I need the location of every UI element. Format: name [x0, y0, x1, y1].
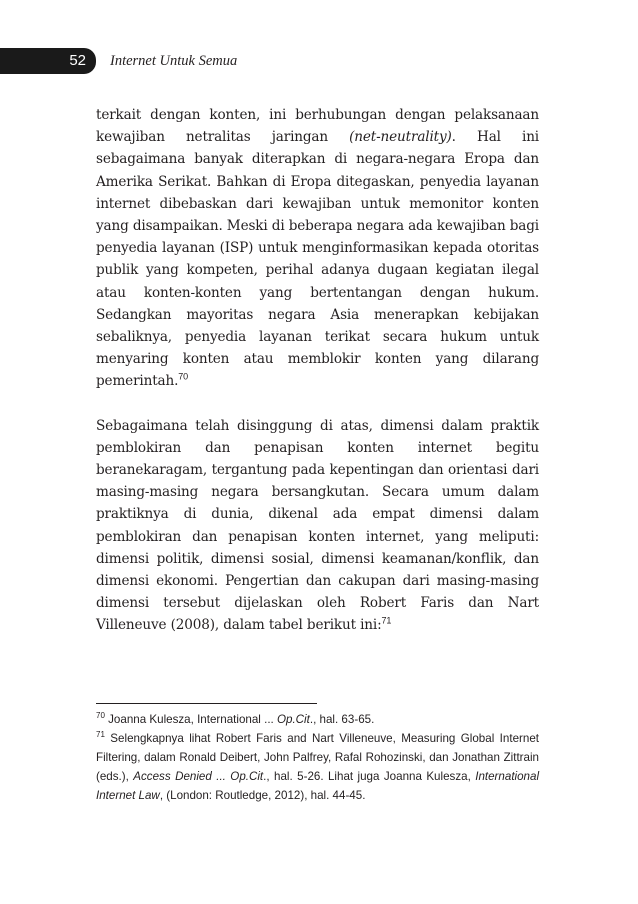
footnote-text: Joanna Kulesza, International ... — [104, 713, 277, 726]
footnote-italic: Op.Cit — [277, 713, 310, 726]
paragraph-1-italic: (net-neutrality) — [349, 129, 452, 146]
footnote-text: , (London: Routledge, 2012), hal. 44-45. — [159, 789, 366, 802]
paragraph-1-text-a: terkait dengan konten, ini berhubungan dengan pelaksanaan kewajiban netralitas jaringan — [96, 107, 539, 146]
footnote-italic: Access Denied ... Op.Cit — [133, 770, 264, 783]
footnote-italic: International Internet Law — [96, 770, 540, 802]
running-title: Internet Untuk Semua — [110, 53, 238, 69]
footnote-ref-70[interactable]: 70 — [178, 371, 188, 382]
paragraph-2-text: Sebagaimana telah disinggung di atas, dimensi dalam praktik pemblokiran dan penapisan konten internet begitu beranekaragam, tergantung pada kepentingan dan orientasi dari masing-masing negara bersangkutan. Secara umum dalam praktiknya di dunia, dikenal ada empat dimensi dalam pemblokiran dan penapisan konten internet, yang meliputi: dimensi politik, dimensi sosial, dimensi keamanan/konflik, dan dimensi ekonomi. Pengertian dan cakupan dari masing-masing dimensi tersebut dijelaskan oleh Robert Faris dan Nart Villeneuve (2008), dalam tabel berikut ini: — [96, 417, 539, 634]
footnote-divider — [96, 703, 317, 704]
page-number: 52 — [69, 52, 86, 69]
footnote-text: ., hal. 63-65. — [309, 713, 375, 726]
footnote-text: ., hal. 5-26. Lihat juga Joanna Kulesza, — [263, 770, 476, 783]
footnote-number: 70 — [96, 711, 105, 721]
body-text — [96, 104, 539, 637]
footnote-70 — [96, 710, 539, 729]
footnote-ref-71[interactable]: 71 — [381, 615, 392, 626]
paragraph-1 — [96, 104, 539, 393]
paragraph-1-text-b: . Hal ini sebagaimana banyak diterapkan di negara-negara Eropa dan Amerika Serikat. Bahkan di Eropa ditegaskan, penyedia layanan internet dibebaskan dari kewajiban untuk memonitor konten yang disampaikan. Meski di beberapa negara ada kewajiban bagi penyedia layanan (ISP) untuk menginformasikan kepada otoritas publik yang kompeten, perihal adanya dugaan kegiatan ilegal atau konten-konten yang bertentangan dengan hukum. Sedangkan mayoritas negara Asia menerapkan kebijakan sebaliknya, penyedia layanan terikat secara hukum untuk menyaring konten atau memblokir konten yang dilarang pemerintah. — [96, 129, 539, 390]
footnote-number: 71 — [96, 730, 105, 740]
footnotes — [96, 710, 539, 805]
paragraph-2 — [96, 415, 539, 637]
page-number-tab — [0, 48, 96, 74]
footnote-text: Selengkapnya lihat Robert Faris and Nart Villeneuve, Measuring Global Internet Filtering, dalam Ronald Deibert, John Palfrey, Rafal Rohozinski, dan Jonathan Zittrain (eds.), — [96, 732, 539, 783]
footnote-71 — [96, 729, 539, 805]
